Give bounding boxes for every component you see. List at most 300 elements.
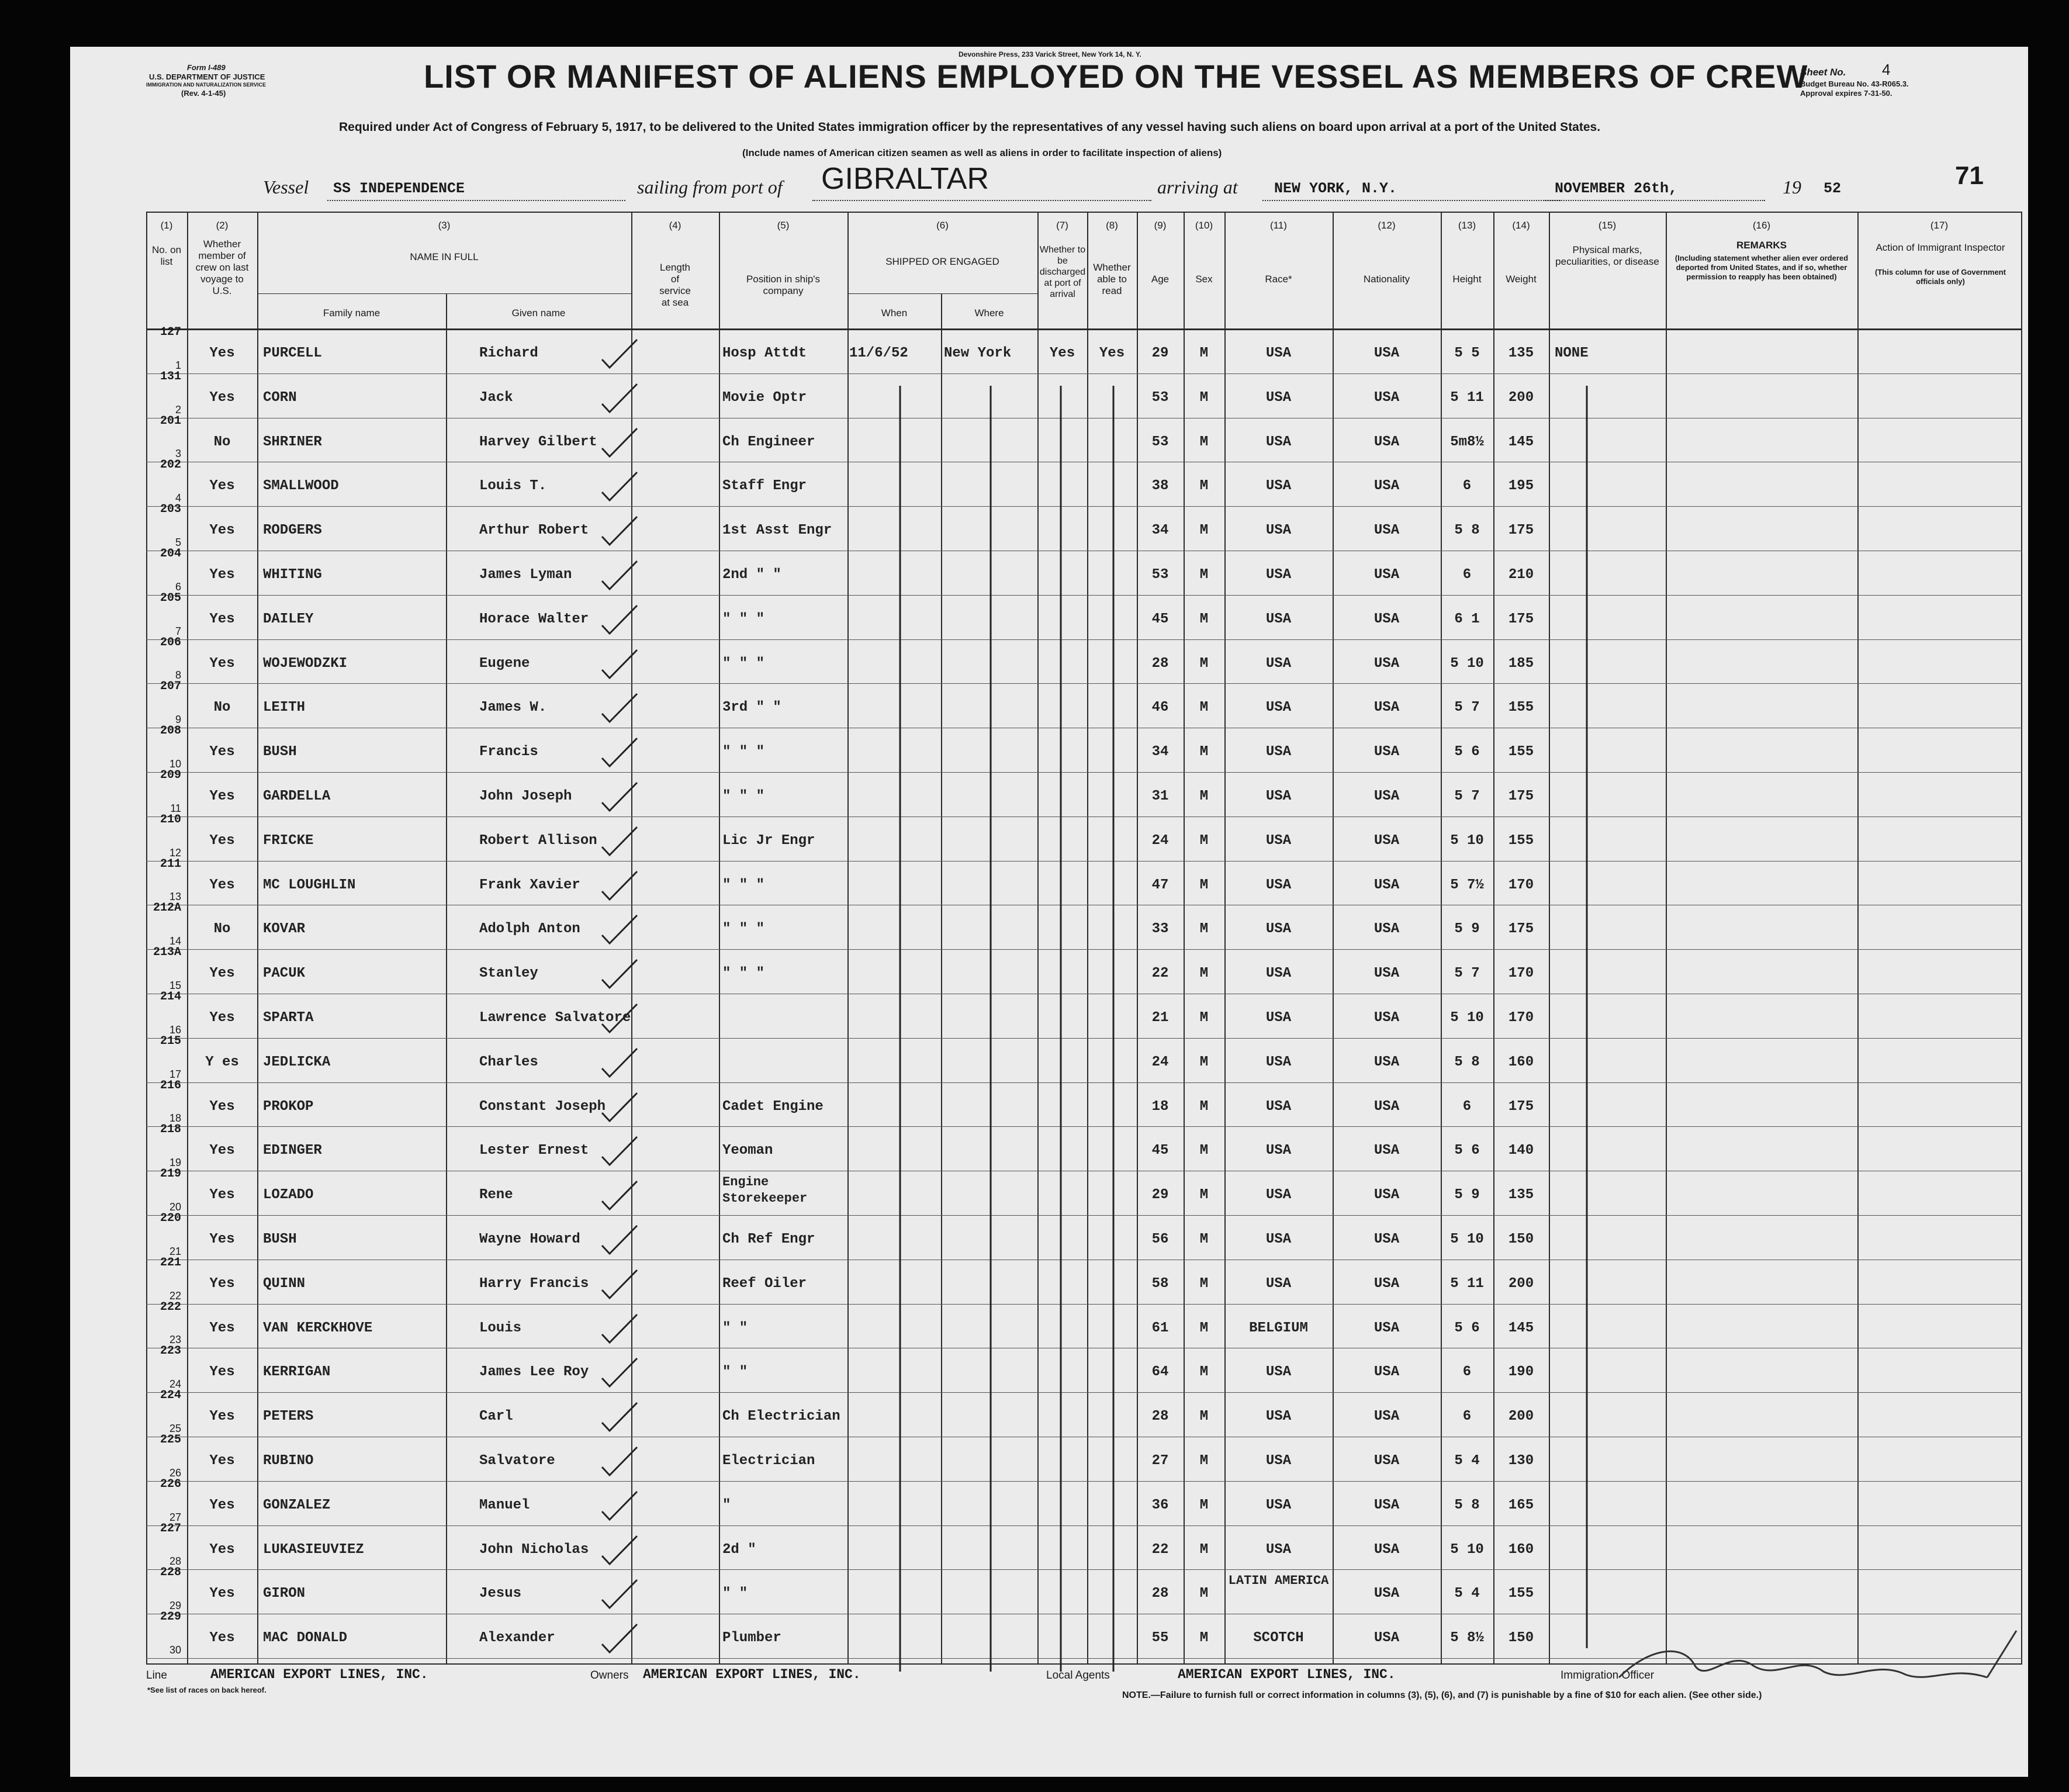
row-number: 25 (169, 1423, 181, 1434)
cell-pos: Lic Jr Engr (722, 832, 815, 849)
cell-height: 6 (1462, 567, 1472, 583)
cell-age: 28 (1151, 1409, 1169, 1425)
cell-race: USA (1265, 611, 1292, 627)
cell-family: LOZADO (263, 1187, 314, 1203)
cell-age: 34 (1151, 744, 1169, 760)
row-number: 30 (169, 1644, 181, 1656)
col-num: (8) (1106, 220, 1118, 231)
cell-crew: Yes (209, 966, 235, 982)
cell-nat: USA (1373, 1275, 1400, 1292)
sheet-seq-number: 210 (160, 812, 181, 826)
cell-age: 21 (1151, 1010, 1169, 1026)
col-num: (7) (1056, 220, 1068, 231)
cell-family: RODGERS (263, 523, 322, 539)
cell-given: Arthur Robert (479, 523, 589, 539)
cell-family: SMALLWOOD (263, 478, 339, 494)
cell-weight: 195 (1508, 478, 1534, 494)
cell-given: Lawrence Salvatore (479, 1010, 631, 1026)
row-number: 19 (169, 1157, 181, 1169)
cell-height: 6 (1462, 1098, 1472, 1115)
cell-family: QUINN (263, 1275, 306, 1292)
arriving-label: arriving at (1157, 177, 1238, 198)
row-number: 22 (169, 1289, 181, 1302)
cell-age: 28 (1151, 655, 1169, 672)
row-number: 4 (175, 492, 181, 504)
sheet-seq-number: 229 (160, 1610, 181, 1624)
cell-age: 24 (1151, 1054, 1169, 1070)
cell-race: USA (1265, 1497, 1292, 1513)
cell-nat: USA (1373, 921, 1400, 937)
cell-pos: " " " (722, 655, 765, 672)
cell-crew: Yes (209, 1320, 235, 1336)
cell-age: 45 (1151, 1143, 1169, 1159)
cell-crew: Yes (209, 611, 235, 627)
cell-given: Alexander (479, 1630, 555, 1646)
cell-nat: USA (1373, 1231, 1400, 1247)
cell-height: 6 (1462, 478, 1472, 494)
cell-height: 5m8½ (1450, 434, 1484, 450)
cell-height: 6 1 (1454, 611, 1480, 627)
sheet-seq-number: 127 (160, 326, 181, 339)
cell-family: KOVAR (263, 921, 306, 937)
cell-height: 5 9 (1454, 921, 1480, 937)
cell-pos: Ch Ref Engr (722, 1231, 815, 1247)
cell-sex: M (1199, 921, 1209, 937)
cell-weight: 175 (1508, 788, 1534, 804)
col-num: (14) (1512, 220, 1530, 231)
cell-given: Horace Walter (479, 611, 589, 627)
col-label: Nationality (1363, 274, 1410, 285)
cell-age: 22 (1151, 1541, 1169, 1558)
sheet-seq-number: 211 (160, 857, 181, 871)
cell-race: BELGIUM (1249, 1320, 1308, 1336)
cell-race: USA (1265, 744, 1292, 760)
cell-height: 5 7 (1454, 966, 1480, 982)
cell-sex: M (1199, 1586, 1209, 1602)
cell-nat: USA (1373, 345, 1400, 361)
cell-crew: Yes (209, 1586, 235, 1602)
col-label: Whether able to read (1093, 262, 1131, 296)
cell-pos: Ch Electrician (722, 1409, 840, 1425)
row-number: 9 (175, 714, 181, 726)
cell-nat: USA (1373, 832, 1400, 849)
cell-crew: Yes (209, 832, 235, 849)
cell-sex: M (1199, 345, 1209, 361)
officer-label: Immigration Officer (1561, 1669, 1655, 1682)
sheet-seq-number: 206 (160, 635, 181, 649)
row-number: 18 (169, 1112, 181, 1125)
races-note: *See list of races on back hereof. (147, 1686, 267, 1694)
row-number: 14 (169, 935, 181, 947)
col-sublabel: (Including statement whether alien ever ordered deported from United States, and if so, whether permission to reapply has been obtained) (1674, 254, 1849, 281)
sheet-seq-number: 224 (160, 1389, 181, 1403)
cell-family: LEITH (263, 700, 306, 716)
page-title: LIST OR MANIFEST OF ALIENS EMPLOYED ON THE VESSEL AS MEMBERS OF CREW (424, 58, 1808, 95)
col-num: (10) (1195, 220, 1213, 231)
cell-nat: USA (1373, 1586, 1400, 1602)
cell-weight: 155 (1508, 700, 1534, 716)
cell-weight: 135 (1508, 345, 1534, 361)
cell-given: Salvatore (479, 1453, 555, 1469)
col-num: (4) (669, 220, 681, 231)
cell-crew: Yes (209, 523, 235, 539)
sheet-seq-number: 218 (160, 1123, 181, 1137)
cell-crew: Yes (209, 478, 235, 494)
cell-crew: Yes (209, 744, 235, 760)
cell-weight: 200 (1508, 1409, 1534, 1425)
cell-crew: Yes (209, 1231, 235, 1247)
cell-weight: 140 (1508, 1143, 1534, 1159)
cell-weight: 160 (1508, 1541, 1534, 1558)
col-label: Sex (1195, 274, 1213, 285)
row-number: 8 (175, 669, 181, 681)
col-num: (1) (160, 220, 173, 231)
cell-family: MAC DONALD (263, 1630, 348, 1646)
cell-nat: USA (1373, 1054, 1400, 1070)
cell-crew: Yes (209, 1630, 235, 1646)
sheet-seq-number: 203 (160, 503, 181, 517)
cell-weight: 170 (1508, 1010, 1534, 1026)
cell-family: PURCELL (263, 345, 322, 361)
line-value: AMERICAN EXPORT LINES, INC. (210, 1667, 428, 1682)
cell-crew: Yes (209, 567, 235, 583)
cell-sex: M (1199, 1364, 1209, 1381)
cell-race: USA (1265, 1409, 1292, 1425)
cell-age: 47 (1151, 877, 1169, 893)
cell-age: 24 (1151, 832, 1169, 849)
cell-given: Manuel (479, 1497, 530, 1513)
cell-age: 29 (1151, 1187, 1169, 1203)
row-number: 15 (169, 980, 181, 991)
cell-given: James Lyman (479, 567, 572, 583)
cell-race: USA (1265, 1231, 1292, 1247)
cell-crew: Yes (209, 1497, 235, 1513)
cell-weight: 160 (1508, 1054, 1534, 1070)
cell-sex: M (1199, 1010, 1209, 1026)
cell-nat: USA (1373, 1497, 1400, 1513)
cell-race: USA (1265, 478, 1292, 494)
cell-age: 53 (1151, 567, 1169, 583)
col-label: Race* (1265, 274, 1292, 285)
year-value: 52 (1824, 180, 1842, 197)
cell-given: Constant Joseph (479, 1098, 606, 1115)
col-label: Length of service at sea (659, 262, 691, 308)
cell-family: BUSH (263, 744, 297, 760)
cell-crew: Yes (209, 1098, 235, 1115)
cell-given: Jesus (479, 1586, 522, 1602)
cell-sex: M (1199, 1497, 1209, 1513)
cell-crew: Yes (209, 877, 235, 893)
cell-weight: 175 (1508, 611, 1534, 627)
cell-sex: M (1199, 1054, 1209, 1070)
cell-height: 5 4 (1454, 1586, 1480, 1602)
cell-given: Frank Xavier (479, 877, 580, 893)
cell-age: 64 (1151, 1364, 1169, 1381)
cell-nat: USA (1373, 700, 1400, 716)
cell-family: KERRIGAN (263, 1364, 331, 1381)
col-label: When (881, 307, 908, 319)
cell-pos: Reef Oiler (722, 1275, 807, 1292)
cell-height: 5 6 (1454, 744, 1480, 760)
cell-nat: USA (1373, 389, 1400, 406)
cell-age: 56 (1151, 1231, 1169, 1247)
sheet-seq-number: 213A (153, 946, 181, 960)
col-num: (11) (1270, 220, 1287, 231)
cell-pos: " " " (722, 744, 765, 760)
row-number: 17 (169, 1068, 181, 1080)
cell-pos: " (722, 1497, 731, 1513)
cell-age: 55 (1151, 1630, 1169, 1646)
row-number: 26 (169, 1466, 181, 1479)
cell-weight: 170 (1508, 966, 1534, 982)
cell-race: USA (1265, 1098, 1292, 1115)
cell-nat: USA (1373, 877, 1400, 893)
sheet-seq-number: 227 (160, 1521, 181, 1535)
cell-family: LUKASIEUVIEZ (263, 1541, 364, 1558)
sheet-seq-number: 131 (160, 369, 181, 383)
row-number: 6 (175, 580, 181, 593)
cell-height: 5 10 (1450, 655, 1484, 672)
subtitle: Required under Act of Congress of February 5, 1917, to be delivered to the United States immigration officer by the representatives of any vessel having such aliens on board upon arrival at a port of the United States. (339, 120, 1601, 134)
cell-weight: 185 (1508, 655, 1534, 672)
cell-family: JEDLICKA (263, 1054, 331, 1070)
cell-race: USA (1265, 1453, 1292, 1469)
cell-sex: M (1199, 832, 1209, 849)
col-label: Action of Immigrant Inspector (1876, 242, 2005, 253)
vessel-name: SS INDEPENDENCE (333, 180, 465, 197)
manifest-page (70, 47, 2028, 1777)
cell-race: SCOTCH (1253, 1630, 1304, 1646)
cell-sex: M (1199, 1187, 1209, 1203)
cell-nat: USA (1373, 567, 1400, 583)
cell-pos: " " " (722, 921, 765, 937)
cell-pos: 2d " (722, 1541, 756, 1558)
cell-family: EDINGER (263, 1143, 322, 1159)
cell-crew: Yes (209, 389, 235, 406)
sheet-seq-number: 221 (160, 1255, 181, 1269)
cell-weight: 145 (1508, 1320, 1534, 1336)
officer-signature (1613, 1625, 2022, 1689)
cell-pos: Electrician (722, 1453, 815, 1469)
cell-race: USA (1265, 389, 1292, 406)
cell-height: 5 10 (1450, 1010, 1484, 1026)
cell-sex: M (1199, 434, 1209, 450)
cell-given: James W. (479, 700, 547, 716)
cell-family: BUSH (263, 1231, 297, 1247)
cell-given: Eugene (479, 655, 530, 672)
cell-race: USA (1265, 567, 1292, 583)
sheet-seq-number: 205 (160, 591, 181, 605)
cell-given: John Nicholas (479, 1541, 589, 1558)
cell-family: DAILEY (263, 611, 314, 627)
cell-weight: 155 (1508, 832, 1534, 849)
cell-pos: " " (722, 1586, 748, 1602)
cell-height: 5 10 (1450, 832, 1484, 849)
sheet-seq-number: 219 (160, 1167, 181, 1181)
row-number: 2 (175, 403, 181, 416)
cell-pos: " " (722, 1320, 748, 1336)
col-num: (6) (936, 220, 949, 231)
sheet-seq-number: 222 (160, 1300, 181, 1314)
cell-race: USA (1265, 1275, 1292, 1292)
cell-nat: USA (1373, 1143, 1400, 1159)
cell-age: 28 (1151, 1586, 1169, 1602)
cell-given: Louis T. (479, 478, 547, 494)
cell-race: USA (1265, 921, 1292, 937)
col-sublabel: (This column for use of Government officials only) (1875, 268, 2006, 286)
sheet-seq-number: 208 (160, 724, 181, 738)
cell-age: 29 (1151, 345, 1169, 361)
cell-given: Rene (479, 1187, 513, 1203)
sheet-seq-number: 228 (160, 1566, 181, 1580)
sheet-seq-number: 204 (160, 547, 181, 561)
revision: (Rev. 4-1-45) (181, 89, 226, 98)
cell-when: 11/6/52 (849, 345, 908, 361)
owners-label: Owners (590, 1669, 629, 1682)
cell-age: 36 (1151, 1497, 1169, 1513)
row-number: 20 (169, 1201, 181, 1213)
col-num: (5) (777, 220, 790, 231)
col-label: Weight (1506, 274, 1537, 285)
owners-value: AMERICAN EXPORT LINES, INC. (643, 1667, 861, 1682)
sheet-seq-number: 215 (160, 1034, 181, 1048)
cell-pos: Engine Storekeeper (722, 1175, 808, 1206)
cell-given: James Lee Roy (479, 1364, 589, 1381)
col-num: (13) (1458, 220, 1476, 231)
cell-age: 31 (1151, 788, 1169, 804)
cell-given: Carl (479, 1409, 513, 1425)
cell-family: VAN KERCKHOVE (263, 1320, 373, 1336)
cell-family: GONZALEZ (263, 1497, 331, 1513)
cell-nat: USA (1373, 1187, 1400, 1203)
cell-height: 5 10 (1450, 1541, 1484, 1558)
cell-nat: USA (1373, 744, 1400, 760)
agents-label: Local Agents (1046, 1669, 1110, 1682)
cell-nat: USA (1373, 1541, 1400, 1558)
cell-pos: " " " (722, 788, 765, 804)
cell-family: SHRINER (263, 434, 322, 450)
cell-height: 5 8 (1454, 523, 1480, 539)
cell-age: 33 (1151, 921, 1169, 937)
row-number: 24 (169, 1378, 181, 1390)
cell-weight: 135 (1508, 1187, 1534, 1203)
cell-crew: Yes (209, 1010, 235, 1026)
row-number: 1 (175, 359, 181, 371)
col-num: (12) (1378, 220, 1396, 231)
sheet-seq-number: 223 (160, 1344, 181, 1358)
cell-nat: USA (1373, 1409, 1400, 1425)
col-label: Whether member of crew on last voyage to U.S. (195, 238, 249, 296)
sheet-seq-number: 220 (160, 1212, 181, 1225)
cell-height: 5 6 (1454, 1320, 1480, 1336)
cell-sex: M (1199, 1320, 1209, 1336)
cell-sex: M (1199, 1231, 1209, 1247)
row-number: 10 (169, 758, 181, 770)
sheet-seq-number: 212A (153, 901, 181, 915)
col-num: (2) (216, 220, 229, 231)
row-number: 7 (175, 625, 181, 637)
cell-sex: M (1199, 966, 1209, 982)
cell-height: 5 4 (1454, 1453, 1480, 1469)
sailing-label: sailing from port of (637, 177, 783, 198)
sheet-value: 4 (1882, 61, 1891, 78)
cell-family: GARDELLA (263, 788, 331, 804)
cell-nat: USA (1373, 523, 1400, 539)
cell-crew: Yes (209, 345, 235, 361)
cell-family: FRICKE (263, 832, 314, 849)
cell-height: 5 5 (1454, 345, 1480, 361)
cell-sex: M (1199, 1630, 1209, 1646)
fine-note: NOTE.—Failure to furnish full or correct information in columns (3), (5), (6), and (7) is punishable by a fine of $10 for each alien. (See other side.) (1122, 1690, 1762, 1700)
cell-given: Harry Francis (479, 1275, 589, 1292)
cell-pos: Cadet Engine (722, 1098, 824, 1115)
cell-given: Stanley (479, 966, 538, 982)
cell-sex: M (1199, 1275, 1209, 1292)
cell-crew: Yes (209, 1409, 235, 1425)
ditto-marks (70, 47, 2028, 1777)
cell-sex: M (1199, 1409, 1209, 1425)
cell-weight: 150 (1508, 1231, 1534, 1247)
cell-race: LATIN AMERICA (1228, 1573, 1329, 1589)
sheet-seq-number: 201 (160, 414, 181, 428)
col-label: Family name (323, 307, 380, 319)
cell-marks: NONE (1555, 345, 1589, 361)
cell-sex: M (1199, 1143, 1209, 1159)
cell-height: 5 8½ (1450, 1630, 1484, 1646)
cell-race: USA (1265, 1364, 1292, 1381)
col-label: REMARKS (1736, 240, 1787, 251)
cell-race: USA (1265, 832, 1292, 849)
col-num: (15) (1598, 220, 1617, 231)
cell-height: 5 7 (1454, 788, 1480, 804)
cell-height: 5 8 (1454, 1054, 1480, 1070)
col-label: Where (974, 307, 1004, 319)
cell-race: USA (1265, 1541, 1292, 1558)
col-num: (3) (438, 220, 451, 231)
arrival-date: NOVEMBER 26th, (1555, 180, 1678, 197)
cell-race: USA (1265, 1010, 1292, 1026)
cell-age: 45 (1151, 611, 1169, 627)
cell-height: 5 10 (1450, 1231, 1484, 1247)
cell-sex: M (1199, 1453, 1209, 1469)
sheet-seq-number: 216 (160, 1078, 181, 1092)
sheet-label: Sheet No. (1800, 67, 1846, 78)
cell-given: Jack (479, 389, 513, 406)
cell-crew: Yes (209, 788, 235, 804)
cell-family: WHITING (263, 567, 322, 583)
cell-weight: 190 (1508, 1364, 1534, 1381)
cell-sex: M (1199, 389, 1209, 406)
cell-nat: USA (1373, 478, 1400, 494)
row-number: 3 (175, 448, 181, 460)
cell-family: PACUK (263, 966, 306, 982)
cell-pos: " " " (722, 877, 765, 893)
cell-race: USA (1265, 877, 1292, 893)
cell-age: 34 (1151, 523, 1169, 539)
cell-sex: M (1199, 877, 1209, 893)
cell-crew: No (213, 700, 231, 716)
cell-pos: 1st Asst Engr (722, 523, 832, 539)
cell-height: 5 11 (1450, 389, 1484, 406)
cell-sex: M (1199, 655, 1209, 672)
cell-weight: 145 (1508, 434, 1534, 450)
cell-given: Richard (479, 345, 538, 361)
cell-crew: Y es (205, 1054, 239, 1070)
cell-race: USA (1265, 1054, 1292, 1070)
col-label: Given name (511, 307, 566, 319)
cell-given: Charles (479, 1054, 538, 1070)
col-label: Age (1151, 274, 1170, 285)
